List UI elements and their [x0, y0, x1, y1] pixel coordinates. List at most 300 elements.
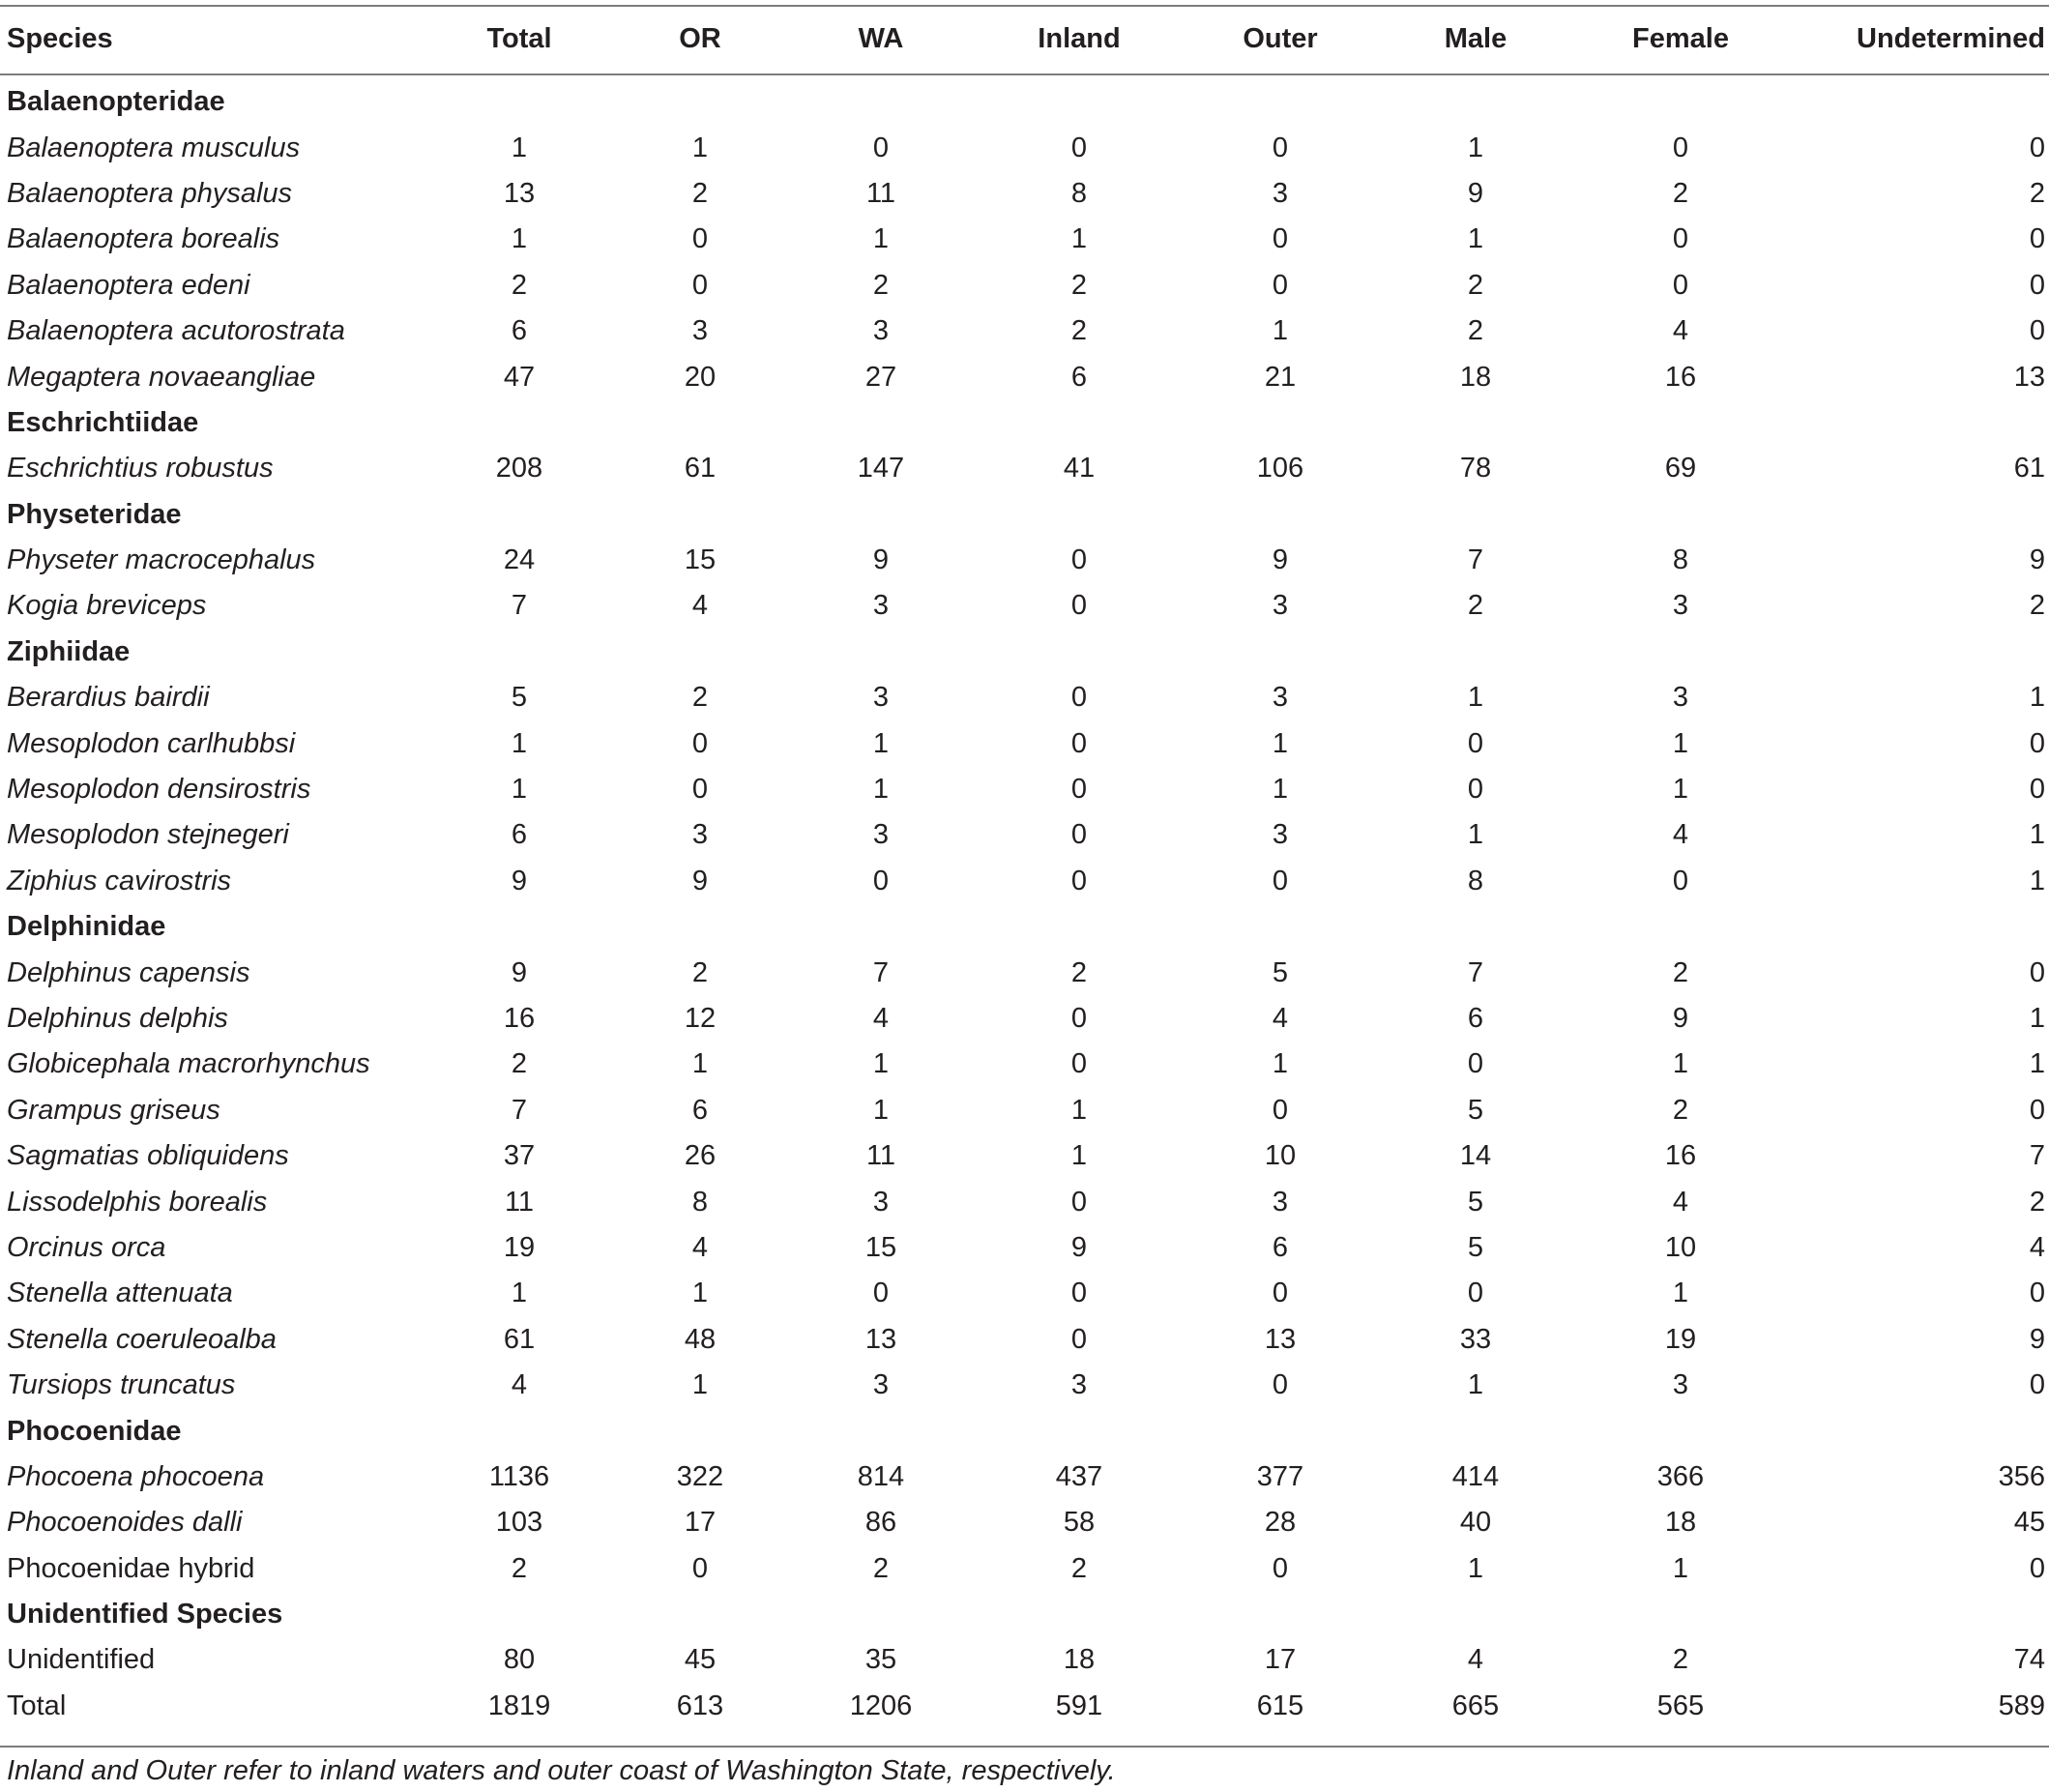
cell-value: 1: [1272, 727, 1289, 759]
cell-value: 3: [1272, 819, 1289, 851]
species-name: Mesoplodon densirostris: [7, 774, 311, 806]
cell-value: 1: [511, 132, 528, 163]
cell-value: 1: [1467, 1552, 1484, 1584]
cell-value: 1: [872, 1094, 890, 1126]
cell-value: 0: [1272, 865, 1289, 896]
cell-value: 5: [1272, 956, 1289, 988]
cell-value: 1: [2029, 682, 2045, 714]
cell-value: 147: [857, 453, 905, 485]
cell-value: 0: [1672, 132, 1689, 163]
cell-value: 61: [2013, 453, 2045, 485]
cell-value: 1: [2029, 1003, 2045, 1034]
cell-value: 0: [691, 269, 709, 301]
cell-value: 2: [1070, 315, 1088, 347]
cell-value: 3: [1272, 590, 1289, 622]
cell-value: 0: [2029, 223, 2045, 255]
table-row: [0, 1363, 2049, 1408]
cell-value: 7: [1467, 956, 1484, 988]
cell-value: 3: [872, 315, 890, 347]
column-header: Female: [1632, 23, 1729, 54]
cell-value: 1: [1467, 819, 1484, 851]
cell-value: 0: [2029, 269, 2045, 301]
cell-value: 4: [511, 1369, 528, 1401]
cell-value: 5: [1467, 1094, 1484, 1126]
family-row: [0, 1408, 2049, 1454]
cell-value: 2: [1467, 315, 1484, 347]
cell-value: 19: [503, 1231, 536, 1263]
cell-value: 8: [1467, 865, 1484, 896]
cell-value: 6: [691, 1094, 709, 1126]
species-name: Berardius bairdii: [7, 682, 210, 714]
cell-value: 9: [1070, 1231, 1088, 1263]
cell-value: 2: [872, 1552, 890, 1584]
family-name: Balaenopteridae: [7, 86, 225, 118]
cell-value: 1: [1672, 1278, 1689, 1309]
table-row: [0, 859, 2049, 904]
cell-value: 48: [684, 1323, 717, 1355]
species-table: [0, 17, 2049, 1729]
table-row: [0, 171, 2049, 217]
cell-value: 1: [2029, 865, 2045, 896]
table-row: [0, 1225, 2049, 1271]
cell-value: 9: [1672, 1003, 1689, 1034]
cell-value: 0: [872, 1278, 890, 1309]
cell-value: 26: [684, 1140, 717, 1172]
family-name: Physeteridae: [7, 498, 182, 530]
cell-value: 589: [1998, 1689, 2045, 1721]
cell-value: 3: [1672, 590, 1689, 622]
cell-value: 0: [1272, 269, 1289, 301]
cell-value: 0: [1467, 727, 1484, 759]
cell-value: 0: [1070, 1278, 1088, 1309]
table-row: [0, 538, 2049, 583]
cell-value: 21: [1264, 361, 1297, 393]
cell-value: 0: [1672, 269, 1689, 301]
header-row: [0, 17, 2049, 61]
species-name: Lissodelphis borealis: [7, 1186, 268, 1218]
cell-value: 0: [1272, 223, 1289, 255]
cell-value: 10: [1664, 1231, 1697, 1263]
family-row: [0, 400, 2049, 446]
table-row: [0, 217, 2049, 262]
cell-value: 0: [2029, 315, 2045, 347]
cell-value: 27: [864, 361, 897, 393]
table-body: [0, 61, 2049, 1729]
header-spacer: [0, 61, 2049, 79]
cell-value: 9: [2029, 544, 2045, 576]
cell-value: 2: [1467, 269, 1484, 301]
column-header: WA: [858, 23, 904, 54]
cell-value: 1: [1467, 682, 1484, 714]
cell-value: 1: [691, 1048, 709, 1080]
table-row: [0, 1179, 2049, 1224]
cell-value: 7: [1467, 544, 1484, 576]
cell-value: 4: [691, 590, 709, 622]
cell-value: 814: [857, 1460, 905, 1492]
cell-value: 80: [503, 1644, 536, 1676]
cell-value: 437: [1055, 1460, 1103, 1492]
cell-value: 3: [872, 1186, 890, 1218]
species-name: Sagmatias obliquidens: [7, 1140, 289, 1172]
cell-value: 7: [511, 1094, 528, 1126]
cell-value: 9: [511, 865, 528, 896]
cell-value: 86: [864, 1507, 897, 1539]
cell-value: 1: [1272, 1048, 1289, 1080]
table-row: [0, 308, 2049, 354]
cell-value: 565: [1656, 1689, 1705, 1721]
table-row: [0, 1546, 2049, 1592]
cell-value: 16: [503, 1003, 536, 1034]
table-row: [0, 1454, 2049, 1500]
cell-value: 1: [691, 1369, 709, 1401]
cell-value: 7: [872, 956, 890, 988]
cell-value: 366: [1656, 1460, 1705, 1492]
species-name: Unidentified: [7, 1644, 156, 1676]
table-row: [0, 354, 2049, 399]
species-name: Tursiops truncatus: [7, 1369, 236, 1401]
table-row: [0, 767, 2049, 812]
cell-value: 1: [1070, 1140, 1088, 1172]
cell-value: 3: [872, 590, 890, 622]
table-row: [0, 1637, 2049, 1683]
table-row: [0, 1684, 2049, 1729]
cell-value: 0: [691, 774, 709, 806]
cell-value: 2: [2029, 1186, 2045, 1218]
cell-value: 69: [1664, 453, 1697, 485]
bottom-rule: [0, 1746, 2049, 1748]
cell-value: 58: [1063, 1507, 1096, 1539]
table-row: [0, 996, 2049, 1042]
table-row: [0, 950, 2049, 995]
cell-value: 1: [511, 1278, 528, 1309]
cell-value: 0: [1070, 727, 1088, 759]
column-header: Outer: [1243, 23, 1318, 54]
species-name: Balaenoptera acutorostrata: [7, 315, 345, 347]
cell-value: 2: [691, 682, 709, 714]
cell-value: 0: [1070, 1323, 1088, 1355]
species-name: Phocoenidae hybrid: [7, 1552, 255, 1584]
column-header: Species: [7, 23, 113, 54]
table-row: [0, 263, 2049, 308]
species-name: Ziphius cavirostris: [7, 865, 232, 896]
family-row: [0, 492, 2049, 538]
cell-value: 1: [872, 774, 890, 806]
cell-value: 1: [872, 223, 890, 255]
cell-value: 0: [1272, 1094, 1289, 1126]
cell-value: 10: [1264, 1140, 1297, 1172]
cell-value: 0: [2029, 1094, 2045, 1126]
species-name: Total: [7, 1689, 67, 1721]
cell-value: 15: [864, 1231, 897, 1263]
family-row: [0, 630, 2049, 675]
cell-value: 0: [2029, 727, 2045, 759]
table-row: [0, 1042, 2049, 1087]
species-name: Phocoenoides dalli: [7, 1507, 243, 1539]
cell-value: 0: [2029, 956, 2045, 988]
column-header: Male: [1444, 23, 1507, 54]
cell-value: 37: [503, 1140, 536, 1172]
species-name: Globicephala macrorhynchus: [7, 1048, 370, 1080]
species-name: Kogia breviceps: [7, 590, 207, 622]
cell-value: 2: [511, 269, 528, 301]
cell-value: 4: [1272, 1003, 1289, 1034]
cell-value: 2: [1070, 269, 1088, 301]
cell-value: 16: [1664, 361, 1697, 393]
family-row: [0, 79, 2049, 125]
cell-value: 1: [1467, 223, 1484, 255]
species-name: Delphinus delphis: [7, 1003, 228, 1034]
table-row: [0, 583, 2049, 629]
cell-value: 9: [2029, 1323, 2045, 1355]
cell-value: 2: [511, 1552, 528, 1584]
cell-value: 11: [865, 177, 896, 209]
cell-value: 6: [1272, 1231, 1289, 1263]
cell-value: 0: [2029, 1369, 2045, 1401]
cell-value: 7: [511, 590, 528, 622]
family-row: [0, 1592, 2049, 1637]
species-name: Grampus griseus: [7, 1094, 220, 1126]
cell-value: 2: [2029, 177, 2045, 209]
cell-value: 0: [1272, 1369, 1289, 1401]
species-name: Mesoplodon stejnegeri: [7, 819, 289, 851]
cell-value: 24: [503, 544, 536, 576]
column-header: OR: [679, 23, 721, 54]
cell-value: 11: [865, 1140, 896, 1172]
cell-value: 1: [691, 132, 709, 163]
cell-value: 4: [691, 1231, 709, 1263]
cell-value: 3: [1272, 177, 1289, 209]
cell-value: 5: [511, 682, 528, 714]
species-name: Balaenoptera physalus: [7, 177, 293, 209]
species-name: Balaenoptera borealis: [7, 223, 280, 255]
cell-value: 4: [872, 1003, 890, 1034]
cell-value: 0: [1070, 1186, 1088, 1218]
table-row: [0, 1088, 2049, 1133]
cell-value: 13: [503, 177, 536, 209]
family-name: Unidentified Species: [7, 1599, 283, 1630]
table-row: [0, 720, 2049, 766]
cell-value: 13: [1264, 1323, 1297, 1355]
cell-value: 377: [1256, 1460, 1304, 1492]
cell-value: 2: [1467, 590, 1484, 622]
cell-value: 0: [1070, 1003, 1088, 1034]
cell-value: 1: [1467, 132, 1484, 163]
cell-value: 9: [1467, 177, 1484, 209]
cell-value: 2: [1672, 956, 1689, 988]
species-name: Balaenoptera edeni: [7, 269, 250, 301]
cell-value: 35: [864, 1644, 897, 1676]
cell-value: 0: [872, 865, 890, 896]
cell-value: 3: [1070, 1369, 1088, 1401]
species-name: Mesoplodon carlhubbsi: [7, 727, 296, 759]
cell-value: 18: [1063, 1644, 1096, 1676]
cell-value: 0: [1070, 682, 1088, 714]
cell-value: 9: [1272, 544, 1289, 576]
table-header: [0, 17, 2049, 61]
cell-value: 0: [2029, 1278, 2045, 1309]
cell-value: 4: [2029, 1231, 2045, 1263]
cell-value: 1: [872, 727, 890, 759]
cell-value: 1136: [488, 1460, 550, 1492]
cell-value: 2: [691, 177, 709, 209]
table-row: [0, 1500, 2049, 1545]
cell-value: 0: [1070, 819, 1088, 851]
cell-value: 0: [872, 132, 890, 163]
cell-value: 45: [684, 1644, 717, 1676]
cell-value: 61: [503, 1323, 536, 1355]
cell-value: 6: [511, 819, 528, 851]
cell-value: 2: [1672, 177, 1689, 209]
cell-value: 0: [1467, 1278, 1484, 1309]
cell-value: 1: [1272, 774, 1289, 806]
cell-value: 4: [1672, 1186, 1689, 1218]
family-name: Eschrichtiidae: [7, 406, 199, 438]
cell-value: 13: [864, 1323, 897, 1355]
cell-value: 6: [1070, 361, 1088, 393]
cell-value: 19: [1664, 1323, 1697, 1355]
cell-value: 414: [1451, 1460, 1500, 1492]
cell-value: 2: [2029, 590, 2045, 622]
cell-value: 3: [691, 819, 709, 851]
cell-value: 1: [511, 727, 528, 759]
cell-value: 2: [1070, 1552, 1088, 1584]
cell-value: 7: [2029, 1140, 2045, 1172]
cell-value: 0: [1070, 544, 1088, 576]
species-name: Orcinus orca: [7, 1231, 166, 1263]
cell-value: 16: [1664, 1140, 1697, 1172]
cell-value: 613: [676, 1689, 724, 1721]
cell-value: 106: [1256, 453, 1304, 485]
cell-value: 8: [1672, 544, 1689, 576]
cell-value: 208: [495, 453, 543, 485]
species-name: Phocoena phocoena: [7, 1460, 265, 1492]
cell-value: 1: [1272, 315, 1289, 347]
column-header: Inland: [1038, 23, 1121, 54]
cell-value: 1: [1070, 223, 1088, 255]
cell-value: 78: [1459, 453, 1492, 485]
cell-value: 40: [1459, 1507, 1492, 1539]
cell-value: 28: [1264, 1507, 1297, 1539]
cell-value: 0: [2029, 1552, 2045, 1584]
cell-value: 3: [1272, 682, 1289, 714]
cell-value: 3: [1672, 1369, 1689, 1401]
cell-value: 1819: [487, 1689, 551, 1721]
table-row: [0, 812, 2049, 858]
cell-value: 2: [691, 956, 709, 988]
cell-value: 1206: [849, 1689, 913, 1721]
family-name: Delphinidae: [7, 911, 166, 943]
cell-value: 1: [511, 223, 528, 255]
cell-value: 1: [1467, 1369, 1484, 1401]
cell-value: 8: [691, 1186, 709, 1218]
cell-value: 2: [1070, 956, 1088, 988]
top-rule: [0, 5, 2049, 7]
species-name: Megaptera novaeangliae: [7, 361, 316, 393]
cell-value: 3: [1272, 1186, 1289, 1218]
cell-value: 47: [503, 361, 536, 393]
cell-value: 0: [1070, 1048, 1088, 1080]
cell-value: 12: [684, 1003, 717, 1034]
species-name: Physeter macrocephalus: [7, 544, 316, 576]
cell-value: 17: [684, 1507, 717, 1539]
cell-value: 3: [872, 682, 890, 714]
cell-value: 5: [1467, 1231, 1484, 1263]
species-name: Stenella attenuata: [7, 1278, 233, 1309]
cell-value: 9: [691, 865, 709, 896]
cell-value: 14: [1459, 1140, 1492, 1172]
cell-value: 4: [1467, 1644, 1484, 1676]
cell-value: 615: [1256, 1689, 1304, 1721]
table-row: [0, 1133, 2049, 1179]
cell-value: 4: [1672, 315, 1689, 347]
cell-value: 0: [691, 727, 709, 759]
cell-value: 1: [2029, 819, 2045, 851]
cell-value: 0: [1272, 1552, 1289, 1584]
species-name: Delphinus capensis: [7, 956, 250, 988]
cell-value: 0: [1467, 1048, 1484, 1080]
table-row: [0, 1271, 2049, 1316]
cell-value: 0: [1272, 1278, 1289, 1309]
cell-value: 1: [1672, 727, 1689, 759]
cell-value: 45: [2013, 1507, 2045, 1539]
cell-value: 11: [504, 1186, 535, 1218]
cell-value: 6: [1467, 1003, 1484, 1034]
cell-value: 4: [1672, 819, 1689, 851]
family-row: [0, 904, 2049, 950]
cell-value: 0: [2029, 774, 2045, 806]
cell-value: 3: [1672, 682, 1689, 714]
table-row: [0, 125, 2049, 170]
cell-value: 17: [1264, 1644, 1297, 1676]
cell-value: 9: [511, 956, 528, 988]
family-name: Ziphiidae: [7, 635, 131, 667]
cell-value: 1: [1672, 1048, 1689, 1080]
cell-value: 3: [872, 819, 890, 851]
cell-value: 20: [684, 361, 717, 393]
cell-value: 1: [1672, 774, 1689, 806]
column-header: Undetermined: [1857, 23, 2045, 54]
cell-value: 0: [691, 1552, 709, 1584]
table-footnote: Inland and Outer refer to inland waters and outer coast of Washington State, respectively.: [7, 1755, 1116, 1786]
cell-value: 665: [1451, 1689, 1500, 1721]
cell-value: 0: [1672, 223, 1689, 255]
cell-value: 3: [872, 1369, 890, 1401]
column-header: Total: [486, 23, 552, 54]
cell-value: 0: [2029, 132, 2045, 163]
cell-value: 103: [495, 1507, 543, 1539]
cell-value: 1: [1070, 1094, 1088, 1126]
cell-value: 0: [1070, 590, 1088, 622]
cell-value: 8: [1070, 177, 1088, 209]
cell-value: 2: [872, 269, 890, 301]
species-name: Balaenoptera musculus: [7, 132, 301, 163]
cell-value: 2: [1672, 1644, 1689, 1676]
cell-value: 5: [1467, 1186, 1484, 1218]
cell-value: 322: [676, 1460, 724, 1492]
cell-value: 15: [684, 544, 717, 576]
cell-value: 13: [2013, 361, 2045, 393]
cell-value: 9: [872, 544, 890, 576]
cell-value: 0: [1070, 132, 1088, 163]
cell-value: 2: [1672, 1094, 1689, 1126]
cell-value: 0: [1070, 865, 1088, 896]
table-row: [0, 675, 2049, 720]
species-name: Eschrichtius robustus: [7, 453, 274, 485]
cell-value: 6: [511, 315, 528, 347]
cell-value: 61: [684, 453, 717, 485]
cell-value: 41: [1063, 453, 1096, 485]
cell-value: 0: [1272, 132, 1289, 163]
